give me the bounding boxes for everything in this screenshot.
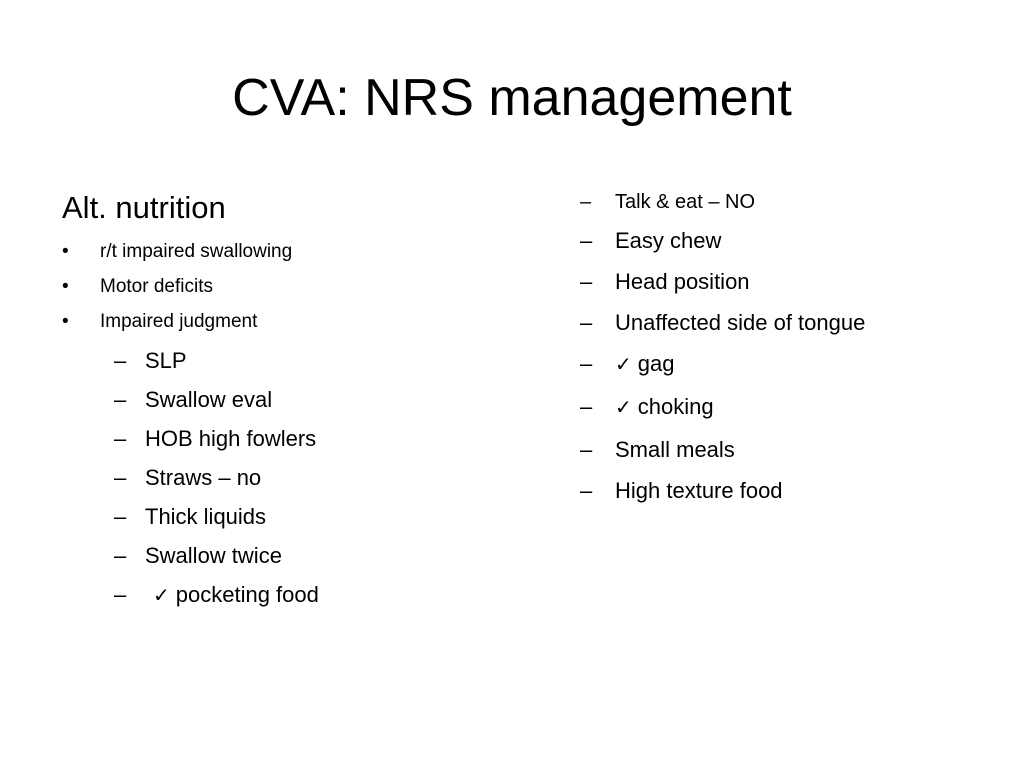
right-item [580, 386, 1000, 429]
sub-item [114, 380, 502, 419]
right-item-text: Talk & eat – NO [615, 191, 756, 213]
dash-icon: – [580, 228, 593, 253]
sub-item [114, 575, 502, 616]
bullet-item [62, 304, 502, 339]
sub-item-text: Thick liquids [145, 504, 267, 529]
dash-icon: – [114, 582, 127, 607]
right-item-text: choking [637, 394, 714, 419]
check-icon: ✓ [153, 585, 170, 607]
right-item [580, 343, 1000, 386]
bullet-text: r/t impaired swallowing [100, 241, 293, 262]
dash-icon: – [114, 387, 127, 412]
right-item [580, 184, 1000, 220]
bullet-item [62, 269, 502, 304]
sub-item [114, 536, 502, 575]
dash-icon: – [580, 351, 593, 376]
dash-icon: – [114, 543, 127, 568]
right-item [580, 429, 1000, 470]
bullet-text: Motor deficits [100, 276, 213, 297]
sub-item-text: Swallow eval [145, 387, 273, 412]
right-item-text: Head position [615, 269, 750, 294]
sub-list [114, 341, 502, 616]
right-item-text: Small meals [615, 437, 735, 462]
sub-item [114, 458, 502, 497]
bullet-icon: • [62, 311, 69, 332]
sub-item [114, 419, 502, 458]
bullet-icon: • [62, 241, 69, 262]
dash-icon: – [114, 348, 127, 373]
right-item [580, 302, 1000, 343]
dash-icon: – [580, 437, 593, 462]
dash-icon: – [114, 504, 127, 529]
right-item [580, 261, 1000, 302]
dash-icon: – [580, 269, 593, 294]
left-heading: Alt. nutrition [62, 190, 226, 225]
sub-item [114, 341, 502, 380]
dash-icon: – [580, 191, 592, 213]
left-column [62, 186, 502, 616]
check-icon: ✓ [615, 397, 632, 419]
sub-item-text: Straws – no [145, 465, 262, 490]
dash-icon: – [114, 426, 127, 451]
dash-icon: – [580, 310, 593, 335]
right-item [580, 470, 1000, 511]
bullet-text: Impaired judgment [100, 311, 258, 332]
right-item [580, 220, 1000, 261]
bullet-icon: • [62, 276, 69, 297]
sub-item-text: pocketing food [175, 582, 319, 607]
right-item-text: High texture food [615, 478, 783, 503]
right-item-text: Unaffected side of tongue [615, 310, 866, 335]
right-item-text: gag [637, 351, 675, 376]
sub-item-text: Swallow twice [145, 543, 282, 568]
dash-icon: – [580, 394, 593, 419]
sub-item [114, 497, 502, 536]
sub-item-content [145, 582, 319, 607]
check-icon: ✓ [615, 354, 632, 376]
sub-item-text: SLP [145, 348, 187, 373]
bullet-item [62, 234, 502, 269]
dash-icon: – [114, 465, 127, 490]
dash-icon: – [580, 478, 593, 503]
sub-item-text: HOB high fowlers [145, 426, 317, 451]
slide-title: CVA: NRS management [232, 69, 792, 127]
right-column [580, 184, 1000, 511]
right-item-text: Easy chew [615, 228, 722, 253]
